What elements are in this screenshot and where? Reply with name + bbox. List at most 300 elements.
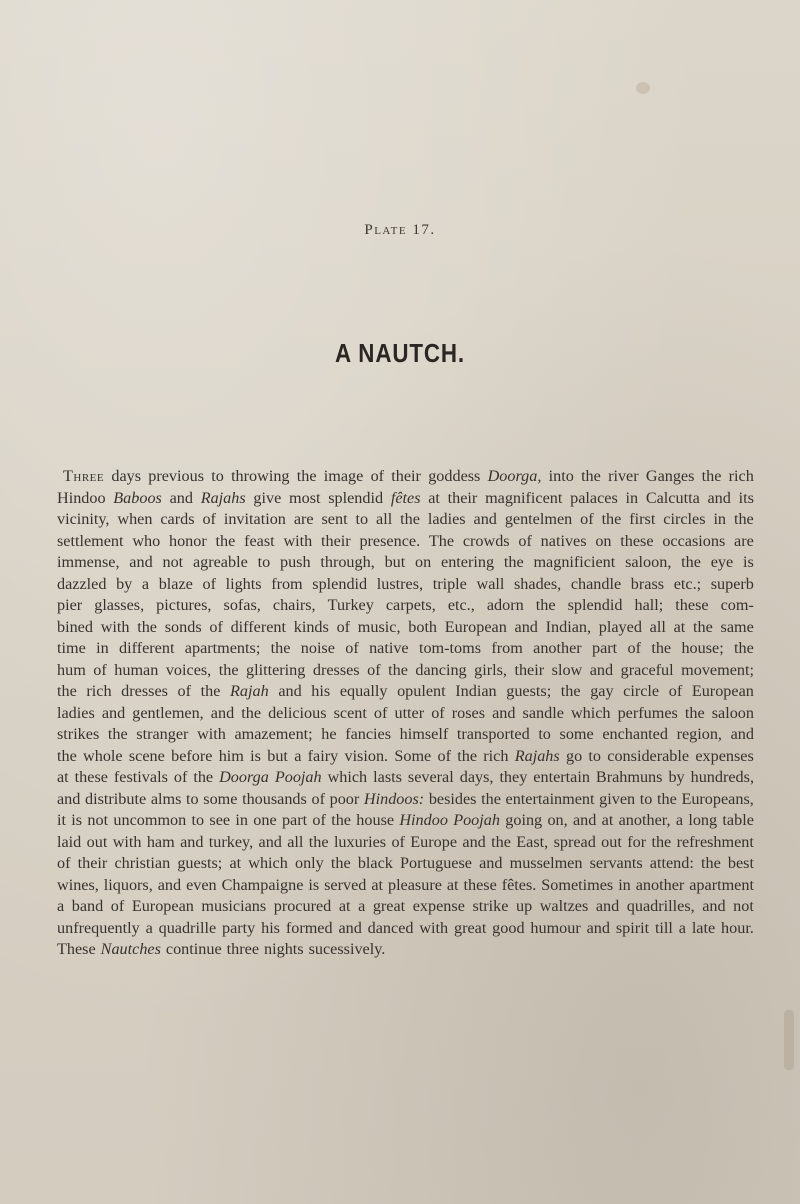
word: circle [623, 682, 660, 700]
word: the [535, 596, 556, 614]
word: at [446, 875, 459, 894]
word: late [691, 918, 716, 937]
word: and [101, 703, 126, 722]
word: of [391, 832, 405, 851]
word: sofas, [223, 596, 261, 614]
word: amazement; [234, 725, 313, 743]
word: of [580, 510, 594, 528]
word: roses [451, 703, 486, 722]
word: enchanted [602, 725, 668, 743]
word: till [654, 918, 673, 937]
word: expenses [695, 746, 754, 765]
word: the [107, 725, 128, 743]
word: Baboos [113, 488, 162, 507]
word: movement; [681, 660, 754, 679]
word: and [258, 832, 282, 851]
word: to [355, 510, 369, 528]
word: festivals [113, 768, 168, 786]
word: quadrille [158, 918, 217, 937]
word: but [384, 553, 406, 571]
word: strike [472, 897, 509, 915]
word: bined [57, 617, 93, 636]
word: and [586, 918, 610, 937]
text-line [57, 660, 754, 682]
word: for [627, 832, 647, 851]
word: into [548, 467, 574, 485]
word: at [428, 488, 440, 507]
word: of [370, 467, 385, 485]
word: entering [441, 553, 495, 571]
word: a [145, 918, 153, 937]
text-line [57, 853, 754, 875]
word: girls, [474, 660, 507, 679]
word: which [570, 703, 611, 722]
word: poor [329, 789, 360, 808]
word: another [635, 875, 685, 894]
word: a [675, 811, 684, 829]
word: dresses [121, 682, 168, 700]
word: musselmen [509, 854, 583, 872]
word: Portuguese [400, 854, 472, 872]
word: with [283, 531, 313, 550]
text-line [57, 918, 754, 940]
word: opulent [397, 682, 446, 700]
word: goddess [428, 467, 481, 485]
word: first [629, 510, 656, 528]
word: days, [459, 768, 494, 786]
word: transported [456, 725, 530, 743]
word: unfrequently [57, 918, 140, 937]
word: is [308, 875, 320, 894]
plate-number [0, 222, 800, 239]
text-line [57, 638, 754, 660]
word: but [267, 746, 288, 765]
page-title: A NAUTCH. [335, 338, 465, 368]
word: these [74, 768, 108, 786]
word: of [518, 531, 532, 550]
word: laid [57, 832, 82, 851]
word: Indian [455, 682, 497, 700]
word: party [221, 918, 256, 937]
word: and [180, 832, 204, 851]
word: Europeans, [681, 789, 754, 808]
word: the [330, 854, 351, 872]
word: thousands [242, 789, 307, 808]
word: splendid [312, 574, 368, 593]
word: in [618, 875, 631, 894]
word: a [678, 918, 686, 937]
word: occasions [662, 531, 726, 550]
word: musicians [201, 897, 267, 915]
word: the [270, 639, 291, 657]
word: guests; [506, 682, 552, 700]
word: of [312, 811, 326, 829]
word: and [589, 660, 614, 679]
word: not [87, 811, 109, 829]
word: and [278, 682, 302, 700]
word: of [173, 768, 188, 786]
word: and [169, 488, 193, 507]
word: lights [225, 574, 262, 593]
word: previous [148, 467, 204, 485]
word: by [116, 574, 133, 593]
word: immense, [57, 553, 120, 571]
word: of [336, 617, 351, 636]
word: the [684, 703, 705, 722]
word: stranger [136, 725, 189, 743]
word: and [210, 703, 235, 722]
word: at [673, 617, 686, 636]
word: and [129, 553, 153, 571]
body-paragraph [57, 466, 754, 961]
word: part [592, 639, 618, 657]
word: kinds [293, 617, 329, 636]
word: natives [540, 531, 587, 550]
word: ham [146, 832, 175, 851]
word: their [77, 854, 108, 872]
word: of [110, 897, 125, 915]
word: a [141, 574, 150, 593]
word: triple [432, 574, 467, 593]
word: same [720, 617, 754, 636]
text-line [57, 681, 754, 703]
word: slow [551, 660, 583, 679]
word: is [743, 553, 754, 571]
word: and [157, 875, 182, 894]
word: Poojah [453, 811, 500, 829]
word: the [137, 617, 157, 636]
word: a [57, 897, 65, 915]
word: hour. [721, 918, 754, 937]
word: Europe [410, 832, 458, 851]
word: fêtes. [501, 875, 537, 894]
word: of [668, 682, 683, 700]
word: waltzes [539, 897, 589, 915]
word: etc.; [673, 574, 702, 593]
word: alms [150, 789, 182, 808]
text-line [57, 595, 754, 617]
word: Nautches [100, 940, 161, 958]
word: see [209, 811, 231, 829]
word: in [96, 639, 109, 657]
word: of [57, 854, 71, 872]
word: image [323, 467, 364, 485]
word: saloon [711, 703, 754, 722]
word: Hindoos: [363, 789, 425, 808]
word: Doorga [219, 768, 269, 786]
word: one [253, 811, 277, 829]
word: the [241, 703, 262, 722]
word: the [734, 639, 754, 657]
word: invitation [223, 510, 286, 528]
text-line [57, 832, 754, 854]
word: the [560, 682, 581, 700]
word: the [681, 553, 701, 571]
word: the [193, 768, 214, 786]
word: from [491, 639, 523, 657]
word: river [608, 467, 639, 485]
word: their [321, 531, 351, 550]
word: Rajahs [200, 488, 246, 507]
text-line [57, 789, 754, 811]
word: attend: [649, 854, 694, 872]
word: their [447, 488, 478, 507]
word: in [235, 811, 248, 829]
word: European [444, 617, 507, 636]
word: both [408, 617, 438, 636]
word: pleasure [387, 875, 442, 894]
word: quadrilles, [626, 897, 695, 915]
text-line [57, 767, 754, 789]
word: the [581, 467, 601, 485]
word: lasts [373, 768, 402, 786]
word: it [57, 811, 66, 829]
word: its [738, 488, 754, 507]
word: lustres, [376, 574, 424, 593]
word: magnificient [533, 553, 616, 571]
word: these [675, 596, 709, 614]
word: in [713, 510, 727, 528]
word: splendid [328, 488, 384, 507]
word: settlement [57, 531, 124, 550]
word: a [294, 746, 302, 765]
word: dresses [312, 660, 360, 679]
word: Doorga, [487, 467, 542, 485]
word: Poojah [274, 768, 322, 786]
word: to [257, 553, 271, 571]
word: turkey, [208, 832, 254, 851]
word: the [651, 639, 672, 657]
word: go [565, 746, 583, 765]
word: shades, [514, 574, 562, 593]
word: at [338, 897, 351, 915]
text-line [57, 488, 754, 510]
word: saloon, [625, 553, 672, 571]
word: pier [57, 596, 83, 614]
word: long [688, 811, 718, 829]
word: utter [394, 703, 425, 722]
word: the [400, 510, 420, 528]
word: equally [339, 682, 388, 700]
word: only [294, 854, 324, 872]
word: push [279, 553, 311, 571]
word: are [293, 510, 314, 528]
word: before [171, 746, 213, 765]
word: nights [264, 940, 304, 958]
word: with [419, 918, 449, 937]
word: at [601, 811, 614, 829]
word: the [700, 854, 721, 872]
word: luxuries [333, 832, 387, 851]
paper-stain [784, 1010, 794, 1070]
word: Turkey [327, 596, 374, 614]
word: region, [676, 725, 722, 743]
word: is [250, 746, 261, 765]
word: formed [285, 918, 333, 937]
word: guests; [177, 854, 223, 872]
word: hall; [634, 596, 664, 614]
word: they [499, 768, 528, 786]
word: who [132, 531, 161, 550]
word: band [71, 897, 104, 915]
word: servants [589, 854, 643, 872]
word: the [57, 746, 77, 765]
text-line [57, 724, 754, 746]
word: noise [300, 639, 335, 657]
word: the [503, 553, 524, 571]
word: out [601, 832, 622, 851]
word: of [93, 660, 107, 679]
word: fairy [307, 746, 339, 765]
word: of [373, 703, 388, 722]
word: not [162, 553, 184, 571]
word: house [356, 811, 395, 829]
word: some [559, 725, 594, 743]
word: the [215, 531, 236, 550]
word: through, [320, 553, 375, 571]
word: at [229, 854, 242, 872]
word: and [514, 617, 538, 636]
word: uncommon [113, 811, 187, 829]
word: the [601, 510, 622, 528]
word: carpets, [385, 596, 436, 614]
word: the [491, 832, 511, 851]
word: best [727, 854, 754, 872]
word: human [114, 660, 159, 679]
word: on, [547, 811, 568, 829]
word: the [296, 467, 317, 485]
word: a [358, 897, 366, 915]
word: their [514, 660, 545, 679]
word: expense [412, 897, 465, 915]
word: up [515, 897, 533, 915]
word: music, [357, 617, 401, 636]
word: circles [663, 510, 706, 528]
word: to [588, 746, 602, 765]
word: palaces [570, 488, 618, 507]
word: he [321, 725, 337, 743]
word: these [620, 531, 654, 550]
word: the [457, 746, 478, 765]
word: all [649, 617, 666, 636]
word: adorn [486, 596, 524, 614]
word: hundreds, [690, 768, 754, 786]
word: Sometimes [541, 875, 614, 894]
word: magnificent [485, 488, 563, 507]
word: his [261, 918, 280, 937]
word: of [202, 574, 216, 593]
text-line [57, 552, 754, 574]
word: to [211, 467, 224, 485]
word: the [218, 660, 239, 679]
word: scene [128, 746, 165, 765]
word: European [131, 897, 194, 915]
word: Champaigne [221, 875, 304, 894]
word: Three [63, 467, 105, 485]
word: glasses, [94, 596, 145, 614]
word: sent [321, 510, 348, 528]
word: different [119, 639, 175, 657]
word: of [437, 746, 451, 765]
word: himself [399, 725, 449, 743]
word: Brahmuns [595, 768, 663, 786]
text-line [57, 574, 754, 596]
word: hum [57, 660, 86, 679]
word: presence. [359, 531, 421, 550]
text-line [57, 746, 754, 768]
word: spread [553, 832, 596, 851]
word: of [311, 789, 325, 808]
word: time [57, 639, 86, 657]
word: going [505, 811, 543, 829]
word: of [345, 639, 359, 657]
word: cards [160, 510, 195, 528]
word: besides [428, 789, 477, 808]
word: him [218, 746, 244, 765]
word: in [625, 488, 639, 507]
word: by [668, 768, 685, 786]
word: played [598, 617, 642, 636]
word: out [86, 832, 108, 851]
word: liquors, [103, 875, 153, 894]
word: entertainment [505, 789, 595, 808]
word: and [707, 488, 731, 507]
word: the [733, 510, 754, 528]
word: Rajahs [514, 746, 560, 765]
word: at [371, 875, 384, 894]
word: the [481, 789, 501, 808]
word: rich [483, 746, 509, 765]
word: throwing [231, 467, 290, 485]
word: and [595, 897, 620, 915]
word: different [230, 617, 287, 636]
word: dancing [415, 660, 467, 679]
word: good [492, 918, 525, 937]
word: Some [394, 746, 432, 765]
word: the [57, 682, 77, 700]
word: not [733, 897, 754, 915]
word: entertain [533, 768, 590, 786]
word: considerable [607, 746, 690, 765]
word: gentlemen, [132, 703, 204, 722]
word: another [533, 639, 582, 657]
word: which [327, 768, 368, 786]
word: christian [114, 854, 171, 872]
word: humour [530, 918, 581, 937]
word: to [186, 789, 199, 808]
word: and [473, 510, 497, 528]
word: part [281, 811, 308, 829]
word: several [407, 768, 454, 786]
word: when [117, 510, 153, 528]
word: to [538, 725, 551, 743]
word: on [595, 531, 612, 550]
word: rich [86, 682, 112, 700]
word: tom-toms [418, 639, 482, 657]
word: feast [244, 531, 275, 550]
word: the [693, 617, 713, 636]
word: the [308, 832, 329, 851]
word: chandle [570, 574, 622, 593]
word: great [372, 897, 406, 915]
word: of [177, 682, 192, 700]
word: agreable [192, 553, 248, 571]
text-line [57, 509, 754, 531]
text-line [57, 875, 754, 897]
word: all [287, 832, 304, 851]
word: voices, [165, 660, 212, 679]
word: give [253, 488, 282, 507]
